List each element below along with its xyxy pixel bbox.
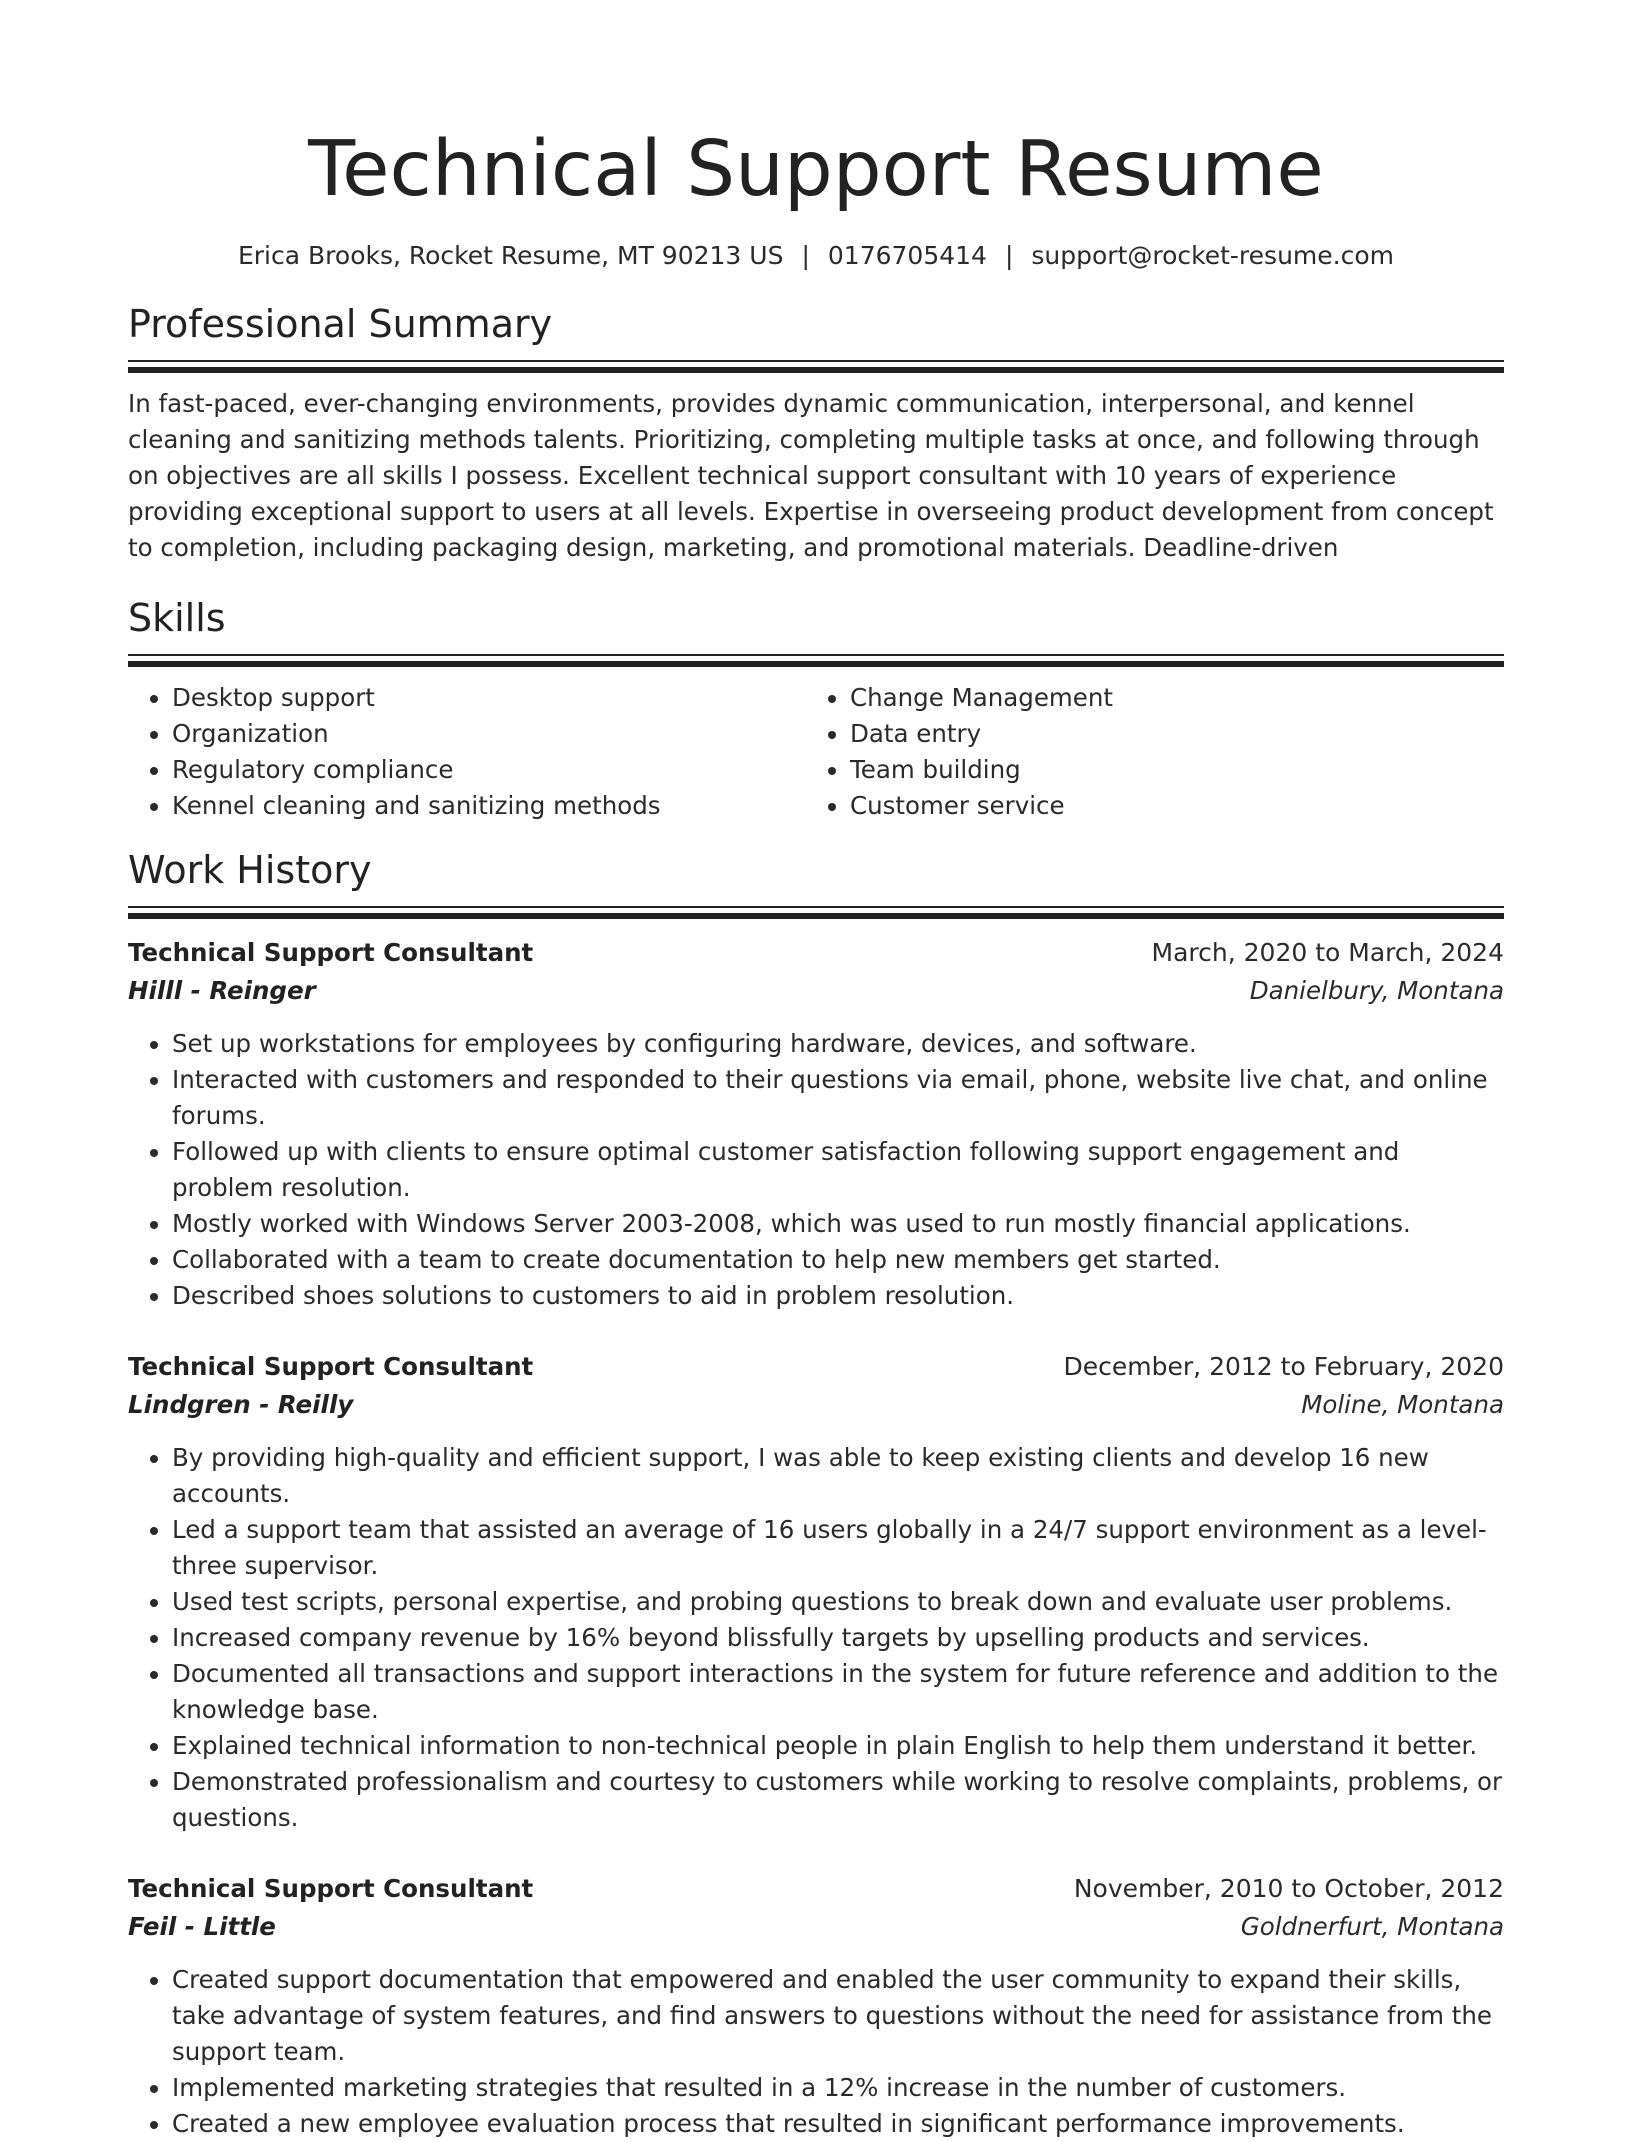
skill-item: • Customer service [850, 788, 1484, 824]
job-bullet: • Increased company revenue by 16% beyond blissfully targets by upselling products and services. [172, 1620, 1504, 1656]
job-bullet: • Demonstrated professionalism and courtesy to customers while working to resolve complaints, problems, or questions. [172, 1764, 1504, 1836]
contact-phone: 0176705414 [827, 241, 987, 270]
job-header-row [128, 934, 1504, 972]
job-entry [128, 1870, 1504, 2142]
contact-email: support@rocket-resume.com [1031, 241, 1394, 270]
job-bullets [128, 1026, 1504, 1314]
job-bullet: • Explained technical information to non-technical people in plain English to help them understand it better. [172, 1728, 1504, 1764]
job-bullet: • Documented all transactions and support interactions in the system for future reference and addition to the knowledge base. [172, 1656, 1504, 1728]
summary-text: In fast-paced, ever-changing environments, provides dynamic communication, interpersonal, and kennel cleaning and sanitizing methods talents. Prioritizing, completing multiple tasks at once, and following through on objectives are all skills I possess. Excellent technical support consultant with 10 years of experience providing exceptional support to users at all levels. Expertise in overseeing product development from concept to completion, including packaging design, marketing, and promotional materials. Deadline-driven [128, 389, 1494, 562]
job-company: Hilll - Reinger [128, 976, 316, 1005]
skills-grid [128, 680, 1504, 824]
job-bullets [128, 1962, 1504, 2142]
job-location: Danielbury, Montana [1249, 976, 1504, 1005]
contact-line [128, 240, 1504, 272]
skill-item: • Desktop support [172, 680, 806, 716]
skill-item: • Data entry [850, 716, 1484, 752]
job-title: Technical Support Consultant [128, 938, 534, 967]
job-company-row [128, 972, 1504, 1010]
job-bullet: • Described shoes solutions to customers to aid in problem resolution. [172, 1278, 1504, 1314]
section-divider [128, 906, 1504, 918]
skill-item: • Kennel cleaning and sanitizing methods [172, 788, 806, 824]
skills-heading: Skills [128, 596, 226, 640]
job-title: Technical Support Consultant [128, 1352, 534, 1381]
job-bullet: • Followed up with clients to ensure optimal customer satisfaction following support engagement and problem resolution. [172, 1134, 1504, 1206]
skills-section [128, 594, 1504, 824]
job-dates: December, 2012 to February, 2020 [1063, 1352, 1504, 1381]
job-bullet: • Set up workstations for employees by configuring hardware, devices, and software. [172, 1026, 1504, 1062]
job-header-row [128, 1870, 1504, 1908]
skills-column-right [806, 680, 1484, 824]
job-company-row [128, 1386, 1504, 1424]
job-title: Technical Support Consultant [128, 1874, 534, 1903]
job-location: Moline, Montana [1301, 1390, 1504, 1419]
job-dates: March, 2020 to March, 2024 [1151, 938, 1504, 967]
job-bullet: • Led a support team that assisted an average of 16 users globally in a 24/7 support environment as a level-three supervisor. [172, 1512, 1504, 1584]
job-bullet: • By providing high-quality and efficient support, I was able to keep existing clients and develop 16 new accounts. [172, 1440, 1504, 1512]
job-company: Feil - Little [128, 1912, 276, 1941]
skill-item: • Team building [850, 752, 1484, 788]
job-bullet: • Collaborated with a team to create documentation to help new members get started. [172, 1242, 1504, 1278]
job-dates: November, 2010 to October, 2012 [1073, 1874, 1504, 1903]
skill-item: • Organization [172, 716, 806, 752]
resume-title: Technical Support Resume [308, 125, 1324, 214]
section-divider [128, 360, 1504, 372]
contact-separator: | [801, 241, 810, 270]
work-history-section [128, 846, 1504, 2142]
job-bullet: • Interacted with customers and responded to their questions via email, phone, website live chat, and online forums. [172, 1062, 1504, 1134]
job-bullet: • Created a new employee evaluation process that resulted in significant performance improvements. [172, 2106, 1504, 2142]
job-entry [128, 1348, 1504, 1836]
job-entry [128, 934, 1504, 1314]
skills-column-left [128, 680, 806, 824]
job-company: Lindgren - Reilly [128, 1390, 354, 1419]
section-divider [128, 654, 1504, 666]
job-bullet: • Mostly worked with Windows Server 2003-2008, which was used to run mostly financial applications. [172, 1206, 1504, 1242]
job-bullets [128, 1440, 1504, 1836]
job-location: Goldnerfurt, Montana [1240, 1912, 1504, 1941]
contact-name-address: Erica Brooks, Rocket Resume, MT 90213 US [237, 241, 784, 270]
summary-section [128, 300, 1504, 566]
work-history-heading: Work History [128, 848, 372, 892]
summary-heading: Professional Summary [128, 302, 553, 346]
resume-page [128, 0, 1504, 2142]
job-bullet: • Used test scripts, personal expertise, and probing questions to break down and evaluate user problems. [172, 1584, 1504, 1620]
skill-item: • Regulatory compliance [172, 752, 806, 788]
job-company-row [128, 1908, 1504, 1946]
contact-separator: | [1004, 241, 1014, 270]
job-header-row [128, 1348, 1504, 1386]
job-bullet: • Implemented marketing strategies that resulted in a 12% increase in the number of customers. [172, 2070, 1504, 2106]
job-bullet: • Created support documentation that empowered and enabled the user community to expand their skills, take advantage of system features, and find answers to questions without the need for assistance from the support team. [172, 1962, 1504, 2070]
skill-item: • Change Management [850, 680, 1484, 716]
